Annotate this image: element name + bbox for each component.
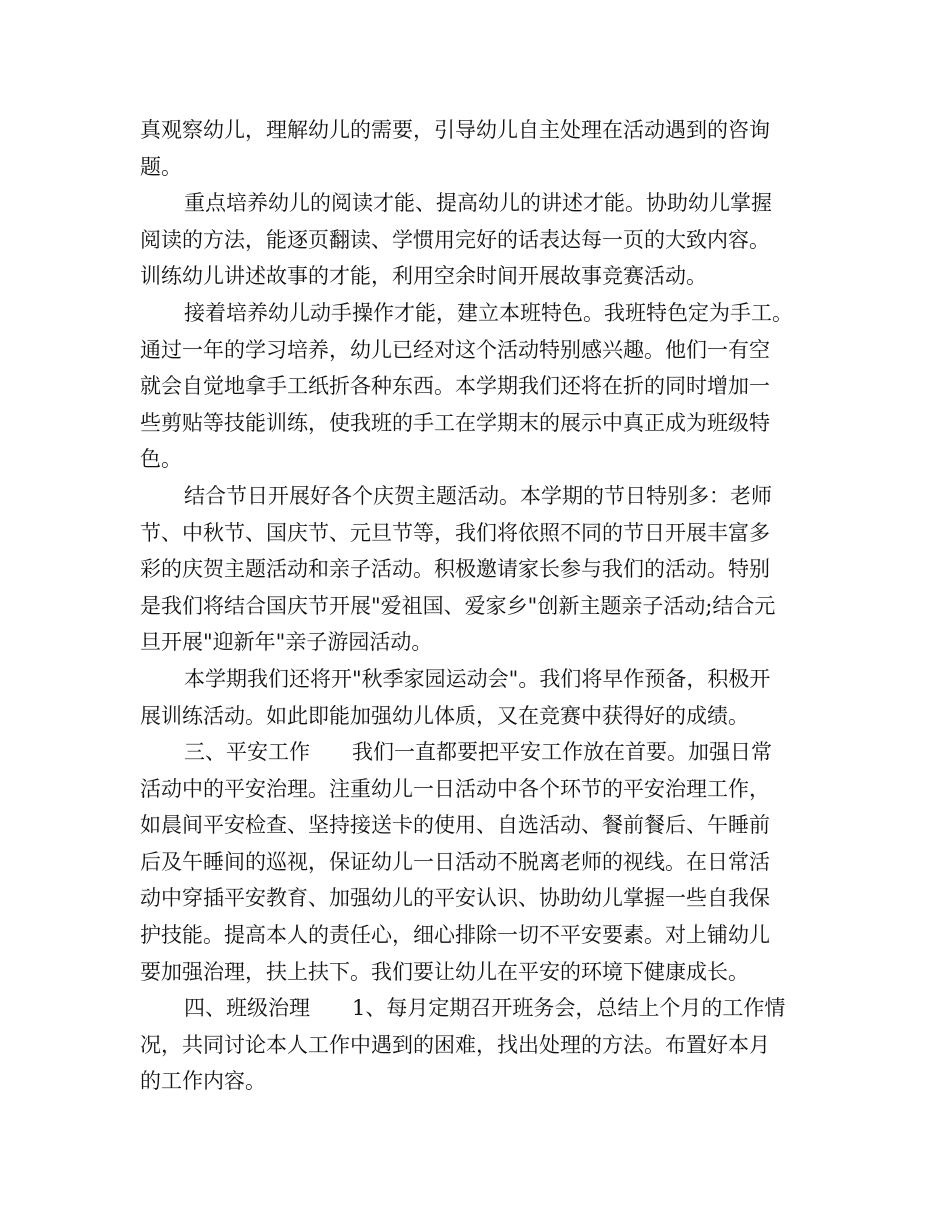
- paragraph-start-line: 接着培养幼儿动手操作才能，建立本班特色。我班特色定为手工。: [184, 300, 793, 325]
- section-heading-line: 四、班级治理 1、每月定期召开班务会，总结上个月的工作情: [184, 996, 786, 1021]
- text-line: 如晨间平安检查、坚持接送卡的使用、自选活动、餐前餐后、午睡前: [140, 813, 770, 838]
- paragraph-start-line: 重点培养幼儿的阅读才能、提高幼儿的讲述才能。协助幼儿掌握: [184, 191, 772, 216]
- text-line: 色。: [140, 447, 182, 472]
- text-line: 后及午睡间的巡视，保证幼儿一日活动不脱离老师的视线。在日常活: [140, 849, 770, 874]
- text-line: 通过一年的学习培养，幼儿已经对这个活动特别感兴趣。他们一有空: [140, 337, 770, 362]
- text-line: 训练幼儿讲述故事的才能，利用空余时间开展故事竞赛活动。: [140, 264, 707, 289]
- text-line: 真观察幼儿，理解幼儿的需要，引导幼儿自主处理在活动遇到的咨询: [140, 118, 770, 142]
- text-line: 展训练活动。如此即能加强幼儿体质，又在竞赛中获得好的成绩。: [140, 703, 749, 728]
- text-line: 的工作内容。: [140, 1069, 266, 1094]
- text-line: 动中穿插平安教育、加强幼儿的平安认识、协助幼儿掌握一些自我保: [140, 886, 770, 911]
- text-line: 些剪贴等技能训练，使我班的手工在学期末的展示中真正成为班级特: [140, 410, 770, 435]
- paragraph-start-line: 本学期我们还将开"秋季家园运动会"。我们将早作预备，积极开: [184, 666, 771, 691]
- text-line: 彩的庆贺主题活动和亲子活动。积极邀请家长参与我们的活动。特别: [140, 557, 770, 582]
- paragraph-start-line: 结合节日开展好各个庆贺主题活动。本学期的节日特别多：老师: [184, 483, 772, 508]
- section-heading-line: 三、平安工作 我们一直都要把平安工作放在首要。加强日常: [184, 740, 772, 765]
- text-line: 是我们将结合国庆节开展"爱祖国、爱家乡"创新主题亲子活动;结合元: [140, 593, 776, 618]
- text-line: 况，共同讨论本人工作中遇到的困难，找出处理的方法。布置好本月: [140, 1032, 770, 1057]
- text-line: 节、中秋节、国庆节、元旦节等，我们将依照不同的节日开展丰富多: [140, 520, 770, 545]
- text-line: 阅读的方法，能逐页翻读、学惯用完好的话表达每一页的大致内容。: [140, 227, 770, 252]
- text-line: 题。: [140, 154, 182, 179]
- text-line: 就会自觉地拿手工纸折各种东西。本学期我们还将在折的同时增加一: [140, 374, 770, 399]
- document-body: [140, 112, 840, 1100]
- text-line: 活动中的平安治理。注重幼儿一日活动中各个环节的平安治理工作，: [140, 776, 770, 801]
- text-line: 护技能。提高本人的责任心，细心排除一切不平安要素。对上铺幼儿: [140, 923, 770, 948]
- text-line: 要加强治理，扶上扶下。我们要让幼儿在平安的环境下健康成长。: [140, 959, 749, 984]
- text-line: 旦开展"迎新年"亲子游园活动。: [140, 630, 433, 655]
